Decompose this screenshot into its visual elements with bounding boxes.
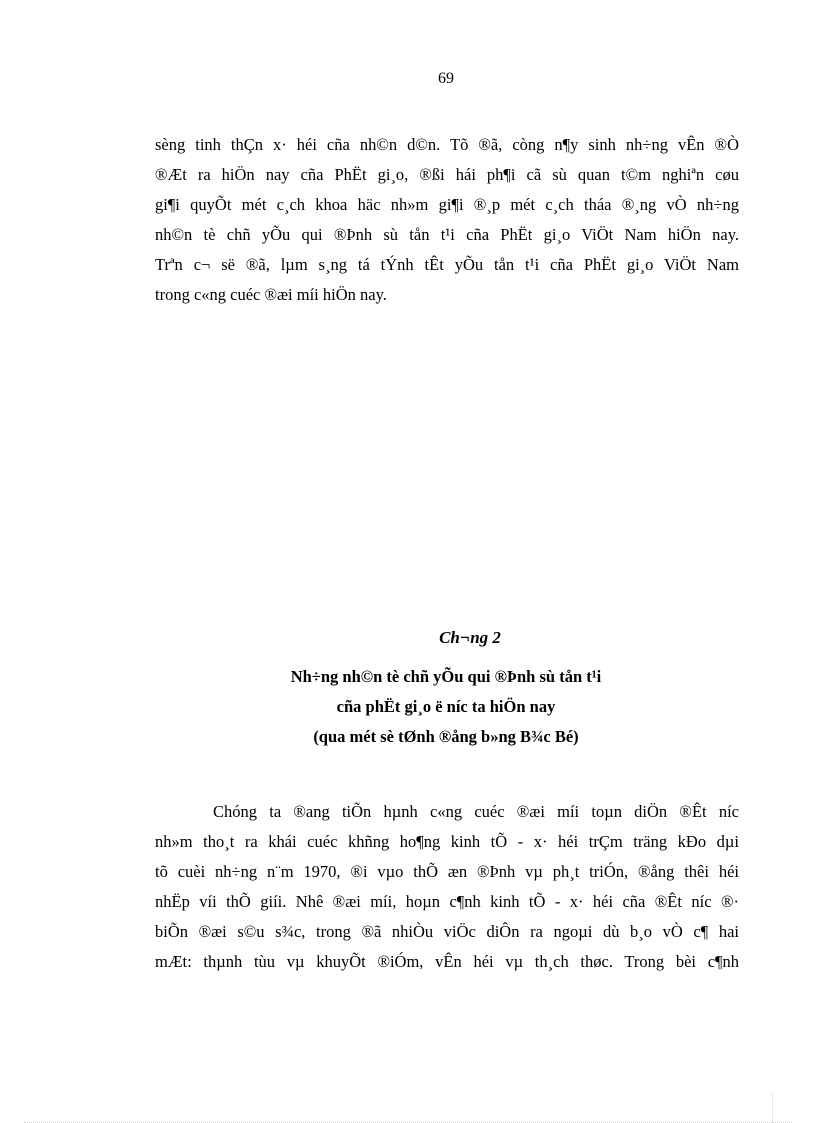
paragraph-line: mÆt: thµnh tùu vµ khuyÕt ®iÓm, vÊn héi vµ th¸ch thøc. Trong bèi c¶nh	[155, 952, 739, 971]
paragraph-line: Chóng ta ®ang tiÕn hµnh c«ng cuéc ®æi míi toµn diÖn ®Êt níc	[213, 802, 739, 821]
chapter-label: Ch¬ng 2	[439, 628, 501, 647]
paragraph-line: Trªn c¬ së ®ã, lµm s¸ng tá tÝnh tÊt yÕu tån t¹i cña PhËt gi¸o ViÖt Nam	[155, 255, 739, 274]
body-paragraph	[155, 797, 739, 977]
paragraph-line: sèng tinh thÇn x· héi cña nh©n d©n. Tõ ®ã, còng n¶y sinh nh÷ng vÊn ®Ò	[155, 135, 739, 154]
chapter-title-line: cña phËt gi¸o ë níc ta hiÖn nay	[336, 697, 556, 716]
page-number: 69	[438, 70, 454, 87]
intro-paragraph	[155, 130, 739, 310]
paragraph-line: nh»m tho¸t ra khái cuéc khñng ho¶ng kinh tÕ - x· héi trÇm träng kÐo dµi	[155, 832, 739, 851]
paragraph-line: biÕn ®æi s©u s¾c, trong ®ã nhiÒu viÖc diÔn ra ngoµi dù b¸o vÒ c¶ hai	[155, 922, 739, 941]
paragraph-line: ®Æt ra hiÖn nay cña PhËt gi¸o, ®ßi hái ph¶i cã sù quan t©m nghiªn cøu	[155, 165, 739, 184]
chapter-title-line: Nh÷ng nh©n tè chñ yÕu qui ®Þnh sù tån t¹i	[290, 667, 602, 686]
chapter-subtitle: (qua mét sè tØnh ®ång b»ng B¾c Bé)	[313, 727, 579, 746]
paragraph-line: gi¶i quyÕt mét c¸ch khoa häc nh»m gi¶i ®¸p mét c¸ch tháa ®¸ng vÒ nh÷ng	[155, 195, 739, 214]
paragraph-line: nhËp víi thÕ giíi. Nhê ®æi míi, hoµn c¶nh kinh tÕ - x· héi cña ®Êt níc ®·	[155, 892, 739, 911]
page-side-border	[772, 1092, 773, 1123]
paragraph-line: tõ cuèi nh÷ng n¨m 1970, ®i vµo thÕ æn ®Þnh vµ ph¸t triÓn, ®ång thêi héi	[155, 862, 739, 881]
paragraph-line: nh©n tè chñ yÕu qui ®Þnh sù tån t¹i cña PhËt gi¸o ViÖt Nam hiÖn nay.	[155, 225, 739, 244]
paragraph-line: trong c«ng cuéc ®æi míi hiÖn nay.	[155, 285, 387, 304]
